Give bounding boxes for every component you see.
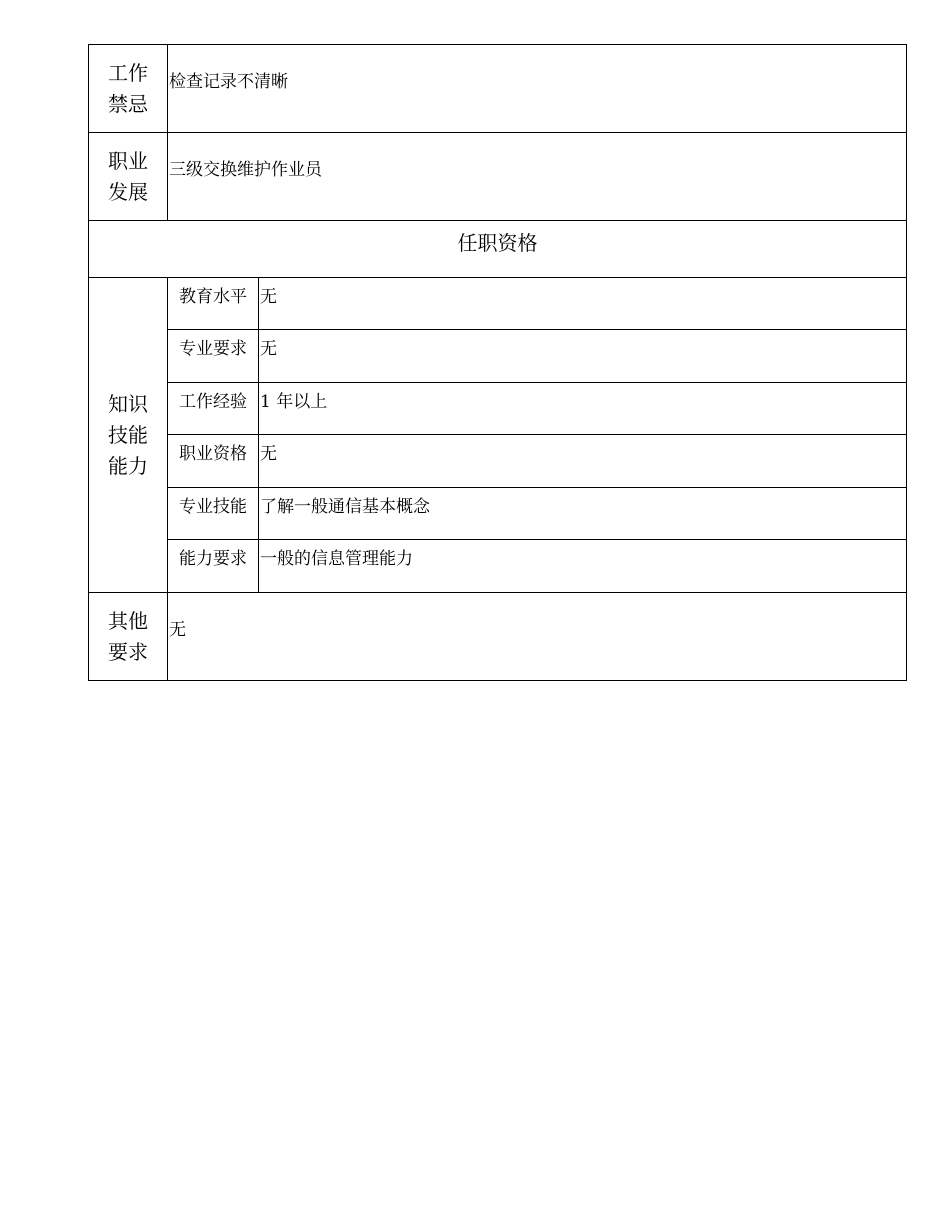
knowledge-item-row [89,435,907,488]
section-title: 任职资格 [89,221,907,278]
experience-label: 工作经验 [168,383,259,435]
career-label: 职业发展 [108,148,148,204]
skill-value: 了解一般通信基本概念 [259,488,907,540]
taboo-row [89,45,907,133]
knowledge-label: 知识技能能力 [108,391,148,478]
career-row [89,133,907,221]
knowledge-item-row [89,383,907,435]
experience-value: 1 年以上 [259,383,907,435]
major-label: 专业要求 [168,330,259,383]
education-label: 教育水平 [168,278,259,330]
certification-label: 职业资格 [168,435,259,488]
taboo-value: 检查记录不清晰 [168,45,907,133]
other-label: 其他要求 [108,608,148,664]
other-label-cell [89,593,168,681]
knowledge-item-row [89,278,907,330]
taboo-label-cell [89,45,168,133]
major-value: 无 [259,330,907,383]
ability-label: 能力要求 [168,540,259,593]
section-row [89,221,907,278]
education-value: 无 [259,278,907,330]
taboo-label: 工作禁忌 [108,60,148,116]
ability-value: 一般的信息管理能力 [259,540,907,593]
career-label-cell [89,133,168,221]
other-value: 无 [168,593,907,681]
knowledge-item-row [89,488,907,540]
knowledge-item-row [89,540,907,593]
knowledge-item-row [89,330,907,383]
career-value: 三级交换维护作业员 [168,133,907,221]
qualification-table [88,44,907,681]
knowledge-label-cell [89,278,168,593]
certification-value: 无 [259,435,907,488]
other-row [89,593,907,681]
skill-label: 专业技能 [168,488,259,540]
